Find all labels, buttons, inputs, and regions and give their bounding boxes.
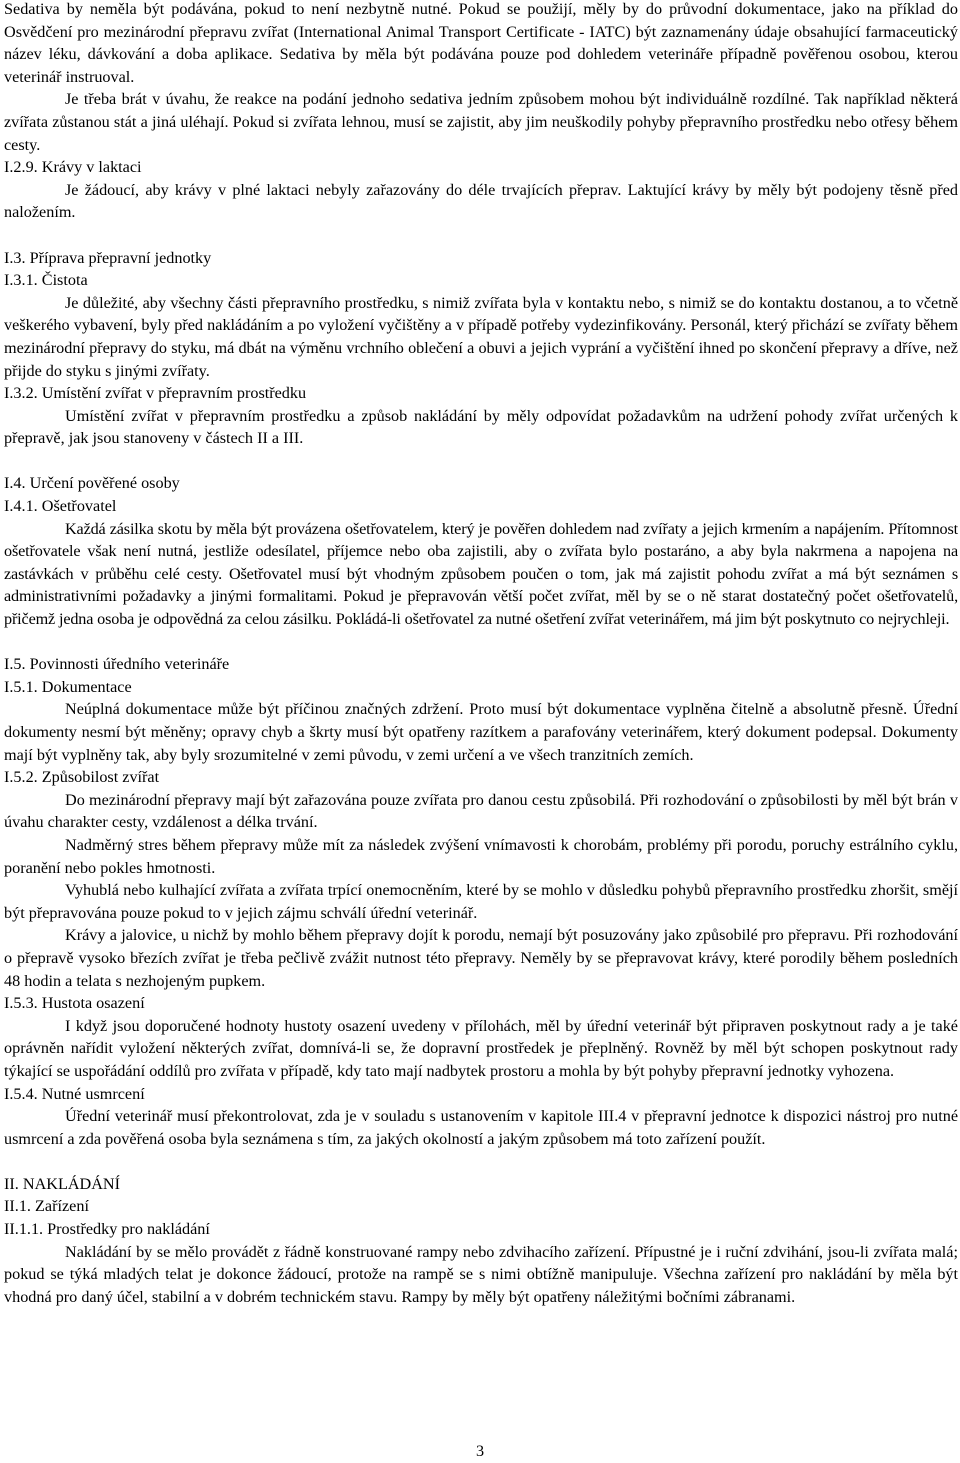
document-page <box>4 0 958 1308</box>
section-heading: I.5.4. Nutné usmrcení <box>4 1084 145 1103</box>
spacer <box>4 224 958 247</box>
section-heading: I.2.9. Krávy v laktaci <box>4 158 142 177</box>
paragraph: Je žádoucí, aby krávy v plné laktaci nebyly zařazovány do déle trvajících přeprav. Laktující krávy by měly být podojeny těsně před naložením. <box>4 180 958 222</box>
section-heading: I.5.3. Hustota osazení <box>4 994 145 1013</box>
section-heading: I.5.2. Způsobilost zvířat <box>4 768 160 787</box>
section-heading: I.3.1. Čistota <box>4 271 88 290</box>
section-heading: I.4. Určení pověřené osoby <box>4 474 180 493</box>
paragraph: Sedativa by neměla být podávána, pokud to není nezbytně nutné. Pokud se použijí, měly by do průvodní dokumentace, jako na příklad do Osvědčení pro mezinárodní přepravu zvířat (International Animal Transport Certificate - IATC) být zaznamenány údaje obsahující farmaceutický název léku, dávkování a doba aplikace. Sedativa by měla být podávána pouze pod dohledem veterináře případně pověřenou osobou, kterou veterinář instruoval. <box>4 0 958 86</box>
paragraph: Každá zásilka skotu by měla být provázena ošetřovatelem, který je pověřen dohledem nad zvířaty a jejich krmením a napájením. Přítomnost ošetřovatele však není nutná, jestliže odesílatel, příjemce nebo oba zajistili, aby o zvířata bylo postaráno, a aby byla nakrmena a napojena na zastávkách v průběhu celé cesty. Ošetřovatel musí být vhodným způsobem poučen o tom, jak má zajistit pohodu zvířat a má být seznámen s administrativními požadavky a jinými formalitami. Pokud je přepravován větší počet zvířat, měl by se o ně starat dostatečný počet ošetřovatelů, přičemž jedna osoba je odpovědná za celou zásilku. Pokládá-li ošetřovatel za nutné ošetření zvířat veterinářem, má jim být poskytnuto co nejrychleji. <box>4 519 958 629</box>
paragraph: Je třeba brát v úvahu, že reakce na podání jednoho sedativa jedním způsobem mohou být individuálně rozdílné. Tak například některá zvířata zůstanou stát a jiná uléhají. Pokud si zvířata lehnou, musí se zajistit, aby jim neuškodily pohyby přepravního prostředku nebo otřesy během cesty. <box>4 90 958 154</box>
paragraph: I když jsou doporučené hodnoty hustoty osazení uvedeny v přílohách, měl by úřední veterinář být připraven poskytnout rady a je také oprávněn nařídit vyložení některých zvířat, domnívá-li se, že dopravní prostředek je přeplněný. Rovněž by měl být schopen poskytnout rady týkající se uspořádání oddílů pro zvířata v případě, kdy tato mají nadbytek prostoru a mohla by být pohyby přepravní jednotky vyhozena. <box>4 1016 958 1080</box>
paragraph: Umístění zvířat v přepravním prostředku a způsob nakládání by měly odpovídat požadavkům na udržení pohody zvířat určených k přepravě, jak jsou stanoveny v částech II a III. <box>4 406 958 448</box>
paragraph: Nakládání by se mělo provádět z řádně konstruované rampy nebo zdvihacího zařízení. Přípustné je i ruční zdvihání, jsou-li zvířata malá; pokud se týká mladých telat je dokonce žádoucí, protože na rampě se s nimi obtížně manipuluje. Všechna zařízení pro nakládání by měla být vhodná pro daný účel, stabilní a v dobrém technickém stavu. Rampy by měly být opatřeny náležitými bočními zábranami. <box>4 1242 958 1306</box>
section-heading: I.3.2. Umístění zvířat v přepravním prostředku <box>4 384 307 403</box>
paragraph: Do mezinárodní přepravy mají být zařazována pouze zvířata pro danou cestu způsobilá. Při rozhodování o způsobilosti by měl být brán v úvahu charakter cesty, vzdálenost a délka trvání. <box>4 790 958 832</box>
section-heading: I.5. Povinnosti úředního veterináře <box>4 655 230 674</box>
paragraph: Nadměrný stres během přepravy může mít za následek zvýšení vnímavosti k chorobám, problémy při porodu, poruchy estrálního cyklu, poranění nebo pokles hmotnosti. <box>4 835 958 877</box>
section-heading: I.3. Příprava přepravní jednotky <box>4 248 212 267</box>
section-heading: I.5.1. Dokumentace <box>4 677 132 696</box>
section-heading: II.1.1. Prostředky pro nakládání <box>4 1220 210 1239</box>
paragraph: Úřední veterinář musí překontrolovat, zda je v souladu s ustanovením v kapitole III.4 v přepravní jednotce k dispozici nástroj pro nutné usmrcení a zda pověřená osoba byla seznámena s tím, za jakých okolností a jakým způsobem má toto zařízení použít. <box>4 1107 958 1148</box>
page-number: 3 <box>475 1442 485 1460</box>
spacer <box>4 450 958 473</box>
paragraph: Vyhublá nebo kulhající zvířata a zvířata trpící onemocněním, které by se mohlo v důsledku pohybů přepravního prostředku zhoršit, smějí být přepravována pouze pokud to v jejich zájmu schválí úřední veterinář. <box>4 881 958 922</box>
section-heading: II.1. Zařízení <box>4 1197 89 1216</box>
spacer <box>4 1150 958 1173</box>
section-heading: I.4.1. Ošetřovatel <box>4 497 117 516</box>
chapter-title: II. NAKLÁDÁNÍ <box>4 1174 120 1193</box>
spacer <box>4 631 958 654</box>
paragraph: Je důležité, aby všechny části přepravního prostředku, s nimiž zvířata byla v kontaktu nebo, s nimiž se do kontaktu dostanou, a to včetně veškerého vybavení, byly před nakládáním a po vyložení vyčištěny a v případě potřeby vydezinfikovány. Personál, který přichází se zvířaty během mezinárodní přepravy do styku, má dbát na výměnu vrchního oblečení a obuvi a jejich vyprání a vyčištění ihned po skončení přepravy a dříve, než přijde do styku s jinými zvířaty. <box>4 293 958 380</box>
paragraph: Neúplná dokumentace může být příčinou značných zdržení. Proto musí být dokumentace vyplněna čitelně a absolutně přesně. Úřední dokumenty nesmí být měněny; opravy chyb a škrty musí být opatřeny razítkem a parafovány veterinářem, který dokument podepsal. Dokumenty mají být vyplněny tak, aby byly srozumitelné v zemi původu, v zemi určení a ve všech tranzitních zemích. <box>4 700 958 764</box>
paragraph: Krávy a jalovice, u nichž by mohlo během přepravy dojít k porodu, nemají být posuzovány jako způsobilé pro přepravu. Při rozhodování o přepravě vysoko březích zvířat je třeba pečlivě zvážit nutnost této přepravy. Neměly by se přepravovat krávy, které porodily během posledních 48 hodin a telata s nezhojeným pupkem. <box>4 926 958 990</box>
